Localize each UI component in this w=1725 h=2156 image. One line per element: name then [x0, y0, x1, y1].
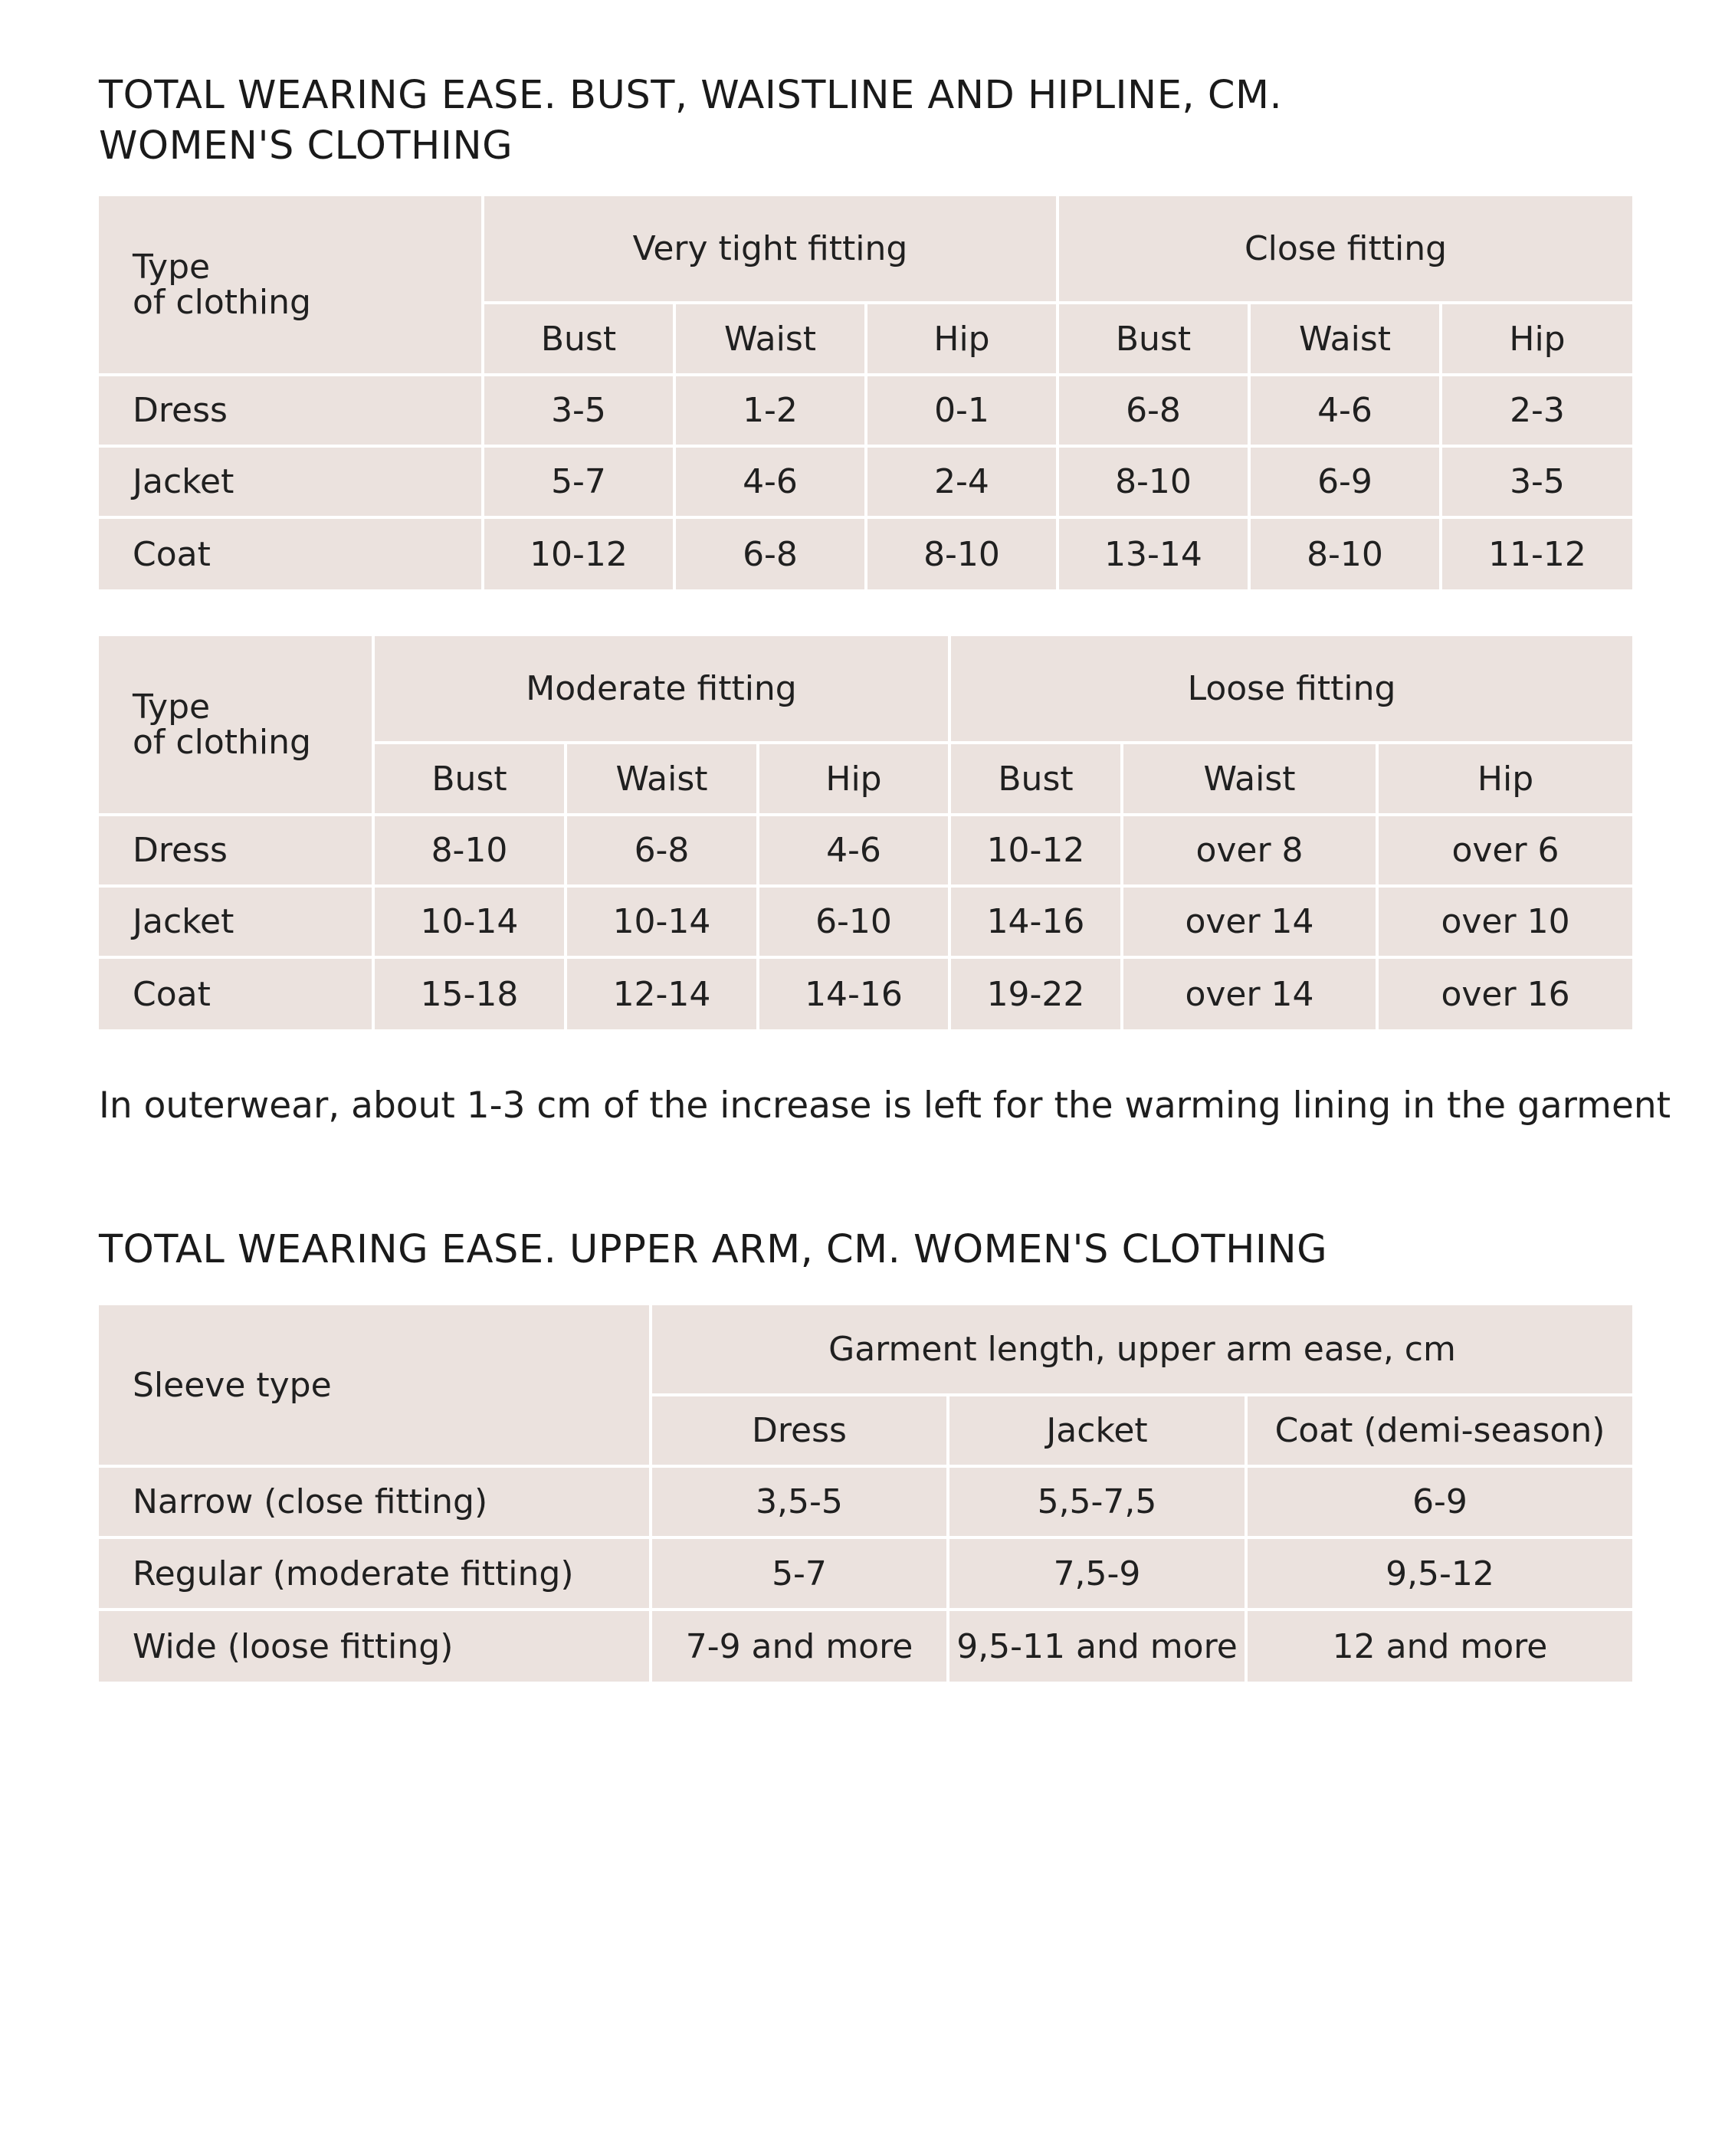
- column-header: Bust: [949, 743, 1122, 815]
- table-cell: over 14: [1122, 886, 1377, 957]
- section-title-body-ease: [99, 71, 1282, 172]
- group-header-very-tight: Very tight fitting: [483, 196, 1058, 303]
- column-header: Waist: [1122, 743, 1377, 815]
- table-cell: 10-14: [566, 886, 758, 957]
- table-cell: 14-16: [758, 957, 949, 1029]
- table-cell: 10-12: [949, 815, 1122, 886]
- row-label: Wide (loose fitting): [99, 1610, 651, 1682]
- table-cell: 7-9 and more: [651, 1610, 948, 1682]
- table-cell: 12 and more: [1246, 1610, 1632, 1682]
- table-group-header-row: [99, 196, 1632, 303]
- column-header: Waist: [566, 743, 758, 815]
- column-header: Bust: [483, 303, 674, 375]
- row-label: Jacket: [99, 886, 373, 957]
- group-header-garment-length: Garment length, upper arm ease, cm: [651, 1305, 1632, 1395]
- section-title-line: WOMEN'S CLOTHING: [99, 123, 513, 169]
- table-cell: 6-8: [674, 517, 866, 589]
- table-cell: 4-6: [1249, 375, 1441, 446]
- table-row: [99, 1610, 1632, 1682]
- table-cell: 2-3: [1441, 375, 1632, 446]
- table-cell: 3-5: [483, 375, 674, 446]
- row-label: Coat: [99, 517, 483, 589]
- table-cell: 5,5-7,5: [948, 1466, 1246, 1537]
- table-cell: over 14: [1122, 957, 1377, 1029]
- table-cell: 0-1: [866, 375, 1058, 446]
- table-cell: 9,5-11 and more: [948, 1610, 1246, 1682]
- column-header: Jacket: [948, 1395, 1246, 1466]
- table-group-header-row: [99, 636, 1632, 743]
- column-header: Hip: [866, 303, 1058, 375]
- table-cell: 14-16: [949, 886, 1122, 957]
- row-label: Coat: [99, 957, 373, 1029]
- ease-table-tight-close: [99, 196, 1632, 589]
- table-row: [99, 517, 1632, 589]
- table-cell: 5-7: [651, 1537, 948, 1610]
- column-header: Waist: [674, 303, 866, 375]
- table-cell: over 8: [1122, 815, 1377, 886]
- column-header: Waist: [1249, 303, 1441, 375]
- row-label: Dress: [99, 815, 373, 886]
- table-cell: 8-10: [1249, 517, 1441, 589]
- table-cell: 6-9: [1246, 1466, 1632, 1537]
- column-header: Bust: [1058, 303, 1249, 375]
- row-label: Regular (moderate fitting): [99, 1537, 651, 1610]
- table-row: [99, 815, 1632, 886]
- type-of-clothing-header: Type of clothing: [99, 636, 373, 815]
- table-cell: 2-4: [866, 446, 1058, 517]
- ease-table-moderate-loose: [99, 636, 1632, 1029]
- table-cell: 19-22: [949, 957, 1122, 1029]
- upper-arm-ease-table: [99, 1305, 1632, 1682]
- table-cell: 11-12: [1441, 517, 1632, 589]
- table-cell: 3-5: [1441, 446, 1632, 517]
- lining-note: In outerwear, about 1-3 cm of the increase is left for the warming lining in the garment: [99, 1085, 1671, 1127]
- section-title-line: TOTAL WEARING EASE. BUST, WAISTLINE AND HIPLINE, CM.: [99, 73, 1283, 118]
- table-cell: over 6: [1377, 815, 1632, 886]
- table-row: [99, 957, 1632, 1029]
- table-cell: 10-12: [483, 517, 674, 589]
- table-cell: 6-10: [758, 886, 949, 957]
- table-cell: 13-14: [1058, 517, 1249, 589]
- column-header: Coat (demi-season): [1246, 1395, 1632, 1466]
- table-cell: 4-6: [674, 446, 866, 517]
- group-header-close: Close fitting: [1058, 196, 1632, 303]
- table-cell: 8-10: [866, 517, 1058, 589]
- row-label: Narrow (close fitting): [99, 1466, 651, 1537]
- table-cell: 6-8: [566, 815, 758, 886]
- sleeve-type-header: Sleeve type: [99, 1305, 651, 1466]
- column-header: Hip: [1377, 743, 1632, 815]
- table-cell: 4-6: [758, 815, 949, 886]
- column-header: Dress: [651, 1395, 948, 1466]
- table-row: [99, 446, 1632, 517]
- table-row: [99, 1537, 1632, 1610]
- row-label: Jacket: [99, 446, 483, 517]
- section-title-line: TOTAL WEARING EASE. UPPER ARM, CM. WOMEN'S CLOTHING: [99, 1227, 1328, 1272]
- table-cell: 6-9: [1249, 446, 1441, 517]
- table-cell: 5-7: [483, 446, 674, 517]
- table-group-header-row: [99, 1305, 1632, 1395]
- table-row: [99, 886, 1632, 957]
- table-cell: 1-2: [674, 375, 866, 446]
- column-header: Hip: [758, 743, 949, 815]
- table-cell: over 10: [1377, 886, 1632, 957]
- group-header-moderate: Moderate fitting: [373, 636, 949, 743]
- column-header: Hip: [1441, 303, 1632, 375]
- table-row: [99, 1466, 1632, 1537]
- column-header: Bust: [373, 743, 566, 815]
- row-label: Dress: [99, 375, 483, 446]
- table-cell: 8-10: [373, 815, 566, 886]
- type-of-clothing-header: Type of clothing: [99, 196, 483, 375]
- table-cell: 8-10: [1058, 446, 1249, 517]
- table-cell: over 16: [1377, 957, 1632, 1029]
- section-title-upper-arm-ease: [99, 1225, 1327, 1275]
- group-header-loose: Loose fitting: [949, 636, 1632, 743]
- table-cell: 10-14: [373, 886, 566, 957]
- table-cell: 6-8: [1058, 375, 1249, 446]
- table-cell: 12-14: [566, 957, 758, 1029]
- table-cell: 3,5-5: [651, 1466, 948, 1537]
- table-cell: 7,5-9: [948, 1537, 1246, 1610]
- table-cell: 9,5-12: [1246, 1537, 1632, 1610]
- table-row: [99, 375, 1632, 446]
- table-cell: 15-18: [373, 957, 566, 1029]
